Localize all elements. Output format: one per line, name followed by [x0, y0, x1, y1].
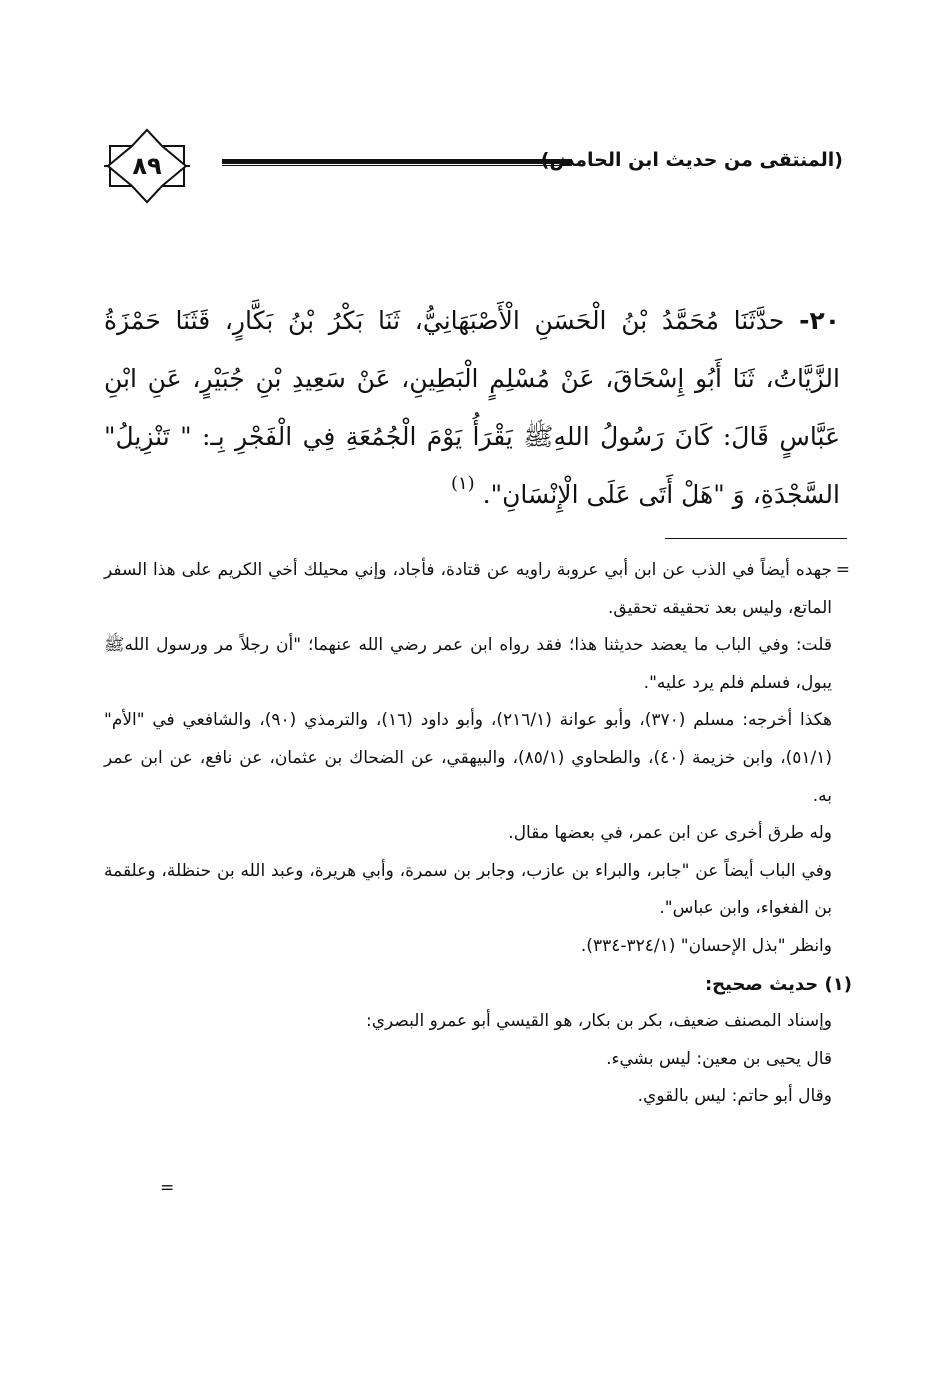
running-header-title: (المنتقى من حديث ابن الحامض): [540, 149, 843, 171]
footnote-paragraph: وانظر "بذل الإحسان" (٣٢٤/١-٣٣٤).: [580, 935, 832, 956]
footnote-1-line: وإسناد المصنف ضعيف، بكر بن بكار، هو القيسي أبو عمرو البصري:: [365, 1011, 832, 1032]
footnote-paragraph: جهده أيضاً في الذب عن ابن أبي عروبة راويه عن قتادة، فأجاد، وإني محيلك أخي الكريم على هذا السفر الماتع، وليس بعد تحقيقه تحقيق.: [104, 560, 832, 618]
footnote-1-line: وقال أبو حاتم: ليس بالقوي.: [637, 1086, 832, 1107]
hadith-number: ٢٠-: [799, 306, 840, 335]
page-end-continuation-mark: =: [160, 1178, 175, 1198]
continuation-mark: =: [835, 560, 850, 580]
footnote-separator: [665, 538, 847, 539]
footnote-1-line: قال يحيى بن معين: ليس بشيء.: [606, 1048, 832, 1069]
footnote-paragraph: قلت: وفي الباب ما يعضد حديثنا هذا؛ فقد رواه ابن عمر رضي الله عنهما؛ "أن رجلاً مر ورسول اللهﷺ يبول، فسلم فلم يرد عليه".: [104, 635, 832, 693]
header-rule: [222, 159, 572, 164]
hadith-text: [104, 292, 840, 524]
footnote-paragraph: وله طرق أخرى عن ابن عمر، في بعضها مقال.: [508, 823, 832, 844]
footnote-reference: (١): [450, 473, 475, 494]
footnote-paragraph: وفي الباب أيضاً عن "جابر، والبراء بن عازب، وجابر بن سمرة، وأبي هريرة، وعبد الله بن حنظلة، وعلقمة بن الفغواء، وابن عباس".: [104, 860, 832, 919]
footnote-paragraph: هكذا أخرجه: مسلم (٣٧٠)، وأبو عوانة (٢١٦/١)، وأبو داود (١٦)، والترمذي (٩٠)، والشافعي في "الأم" (٥١/١)، وابن خزيمة (٤٠)، والطحاوي (٨٥/١)، والبيهقي، عن الضحاك بن عثمان، عن نافع، عن ابن عمر به.: [104, 710, 832, 806]
page-number: ٨٩: [132, 152, 162, 180]
page-number-badge: [102, 128, 192, 204]
hadith-body: حدَّثَنَا مُحَمَّدُ بْنُ الْحَسَنِ الْأَصْبَهَانِيُّ، ثَنَا بَكْرُ بْنُ بَكَّارٍ، قَثَنَا حَمْزَةُ الزَّيَّاتُ، ثَنَا أَبُو إِسْحَاقَ، عَنْ مُسْلِمٍ الْبَطِينِ، عَنْ سَعِيدِ بْنِ جُبَيْرٍ، عَنِ ابْنِ عَبَّاسٍ قَالَ: كَانَ رَسُولُ اللهِﷺ يَقْرَأُ يَوْمَ الْجُمُعَةِ فِي الْفَجْرِ بِـ: " تَنْزِيلُ" السَّجْدَةِ، وَ "هَلْ أَتَى عَلَى الْإِنْسَانِ".: [104, 306, 840, 509]
footnote-1-heading: (١) حديث صحيح:: [704, 973, 852, 995]
footnotes-section: [104, 552, 852, 1116]
